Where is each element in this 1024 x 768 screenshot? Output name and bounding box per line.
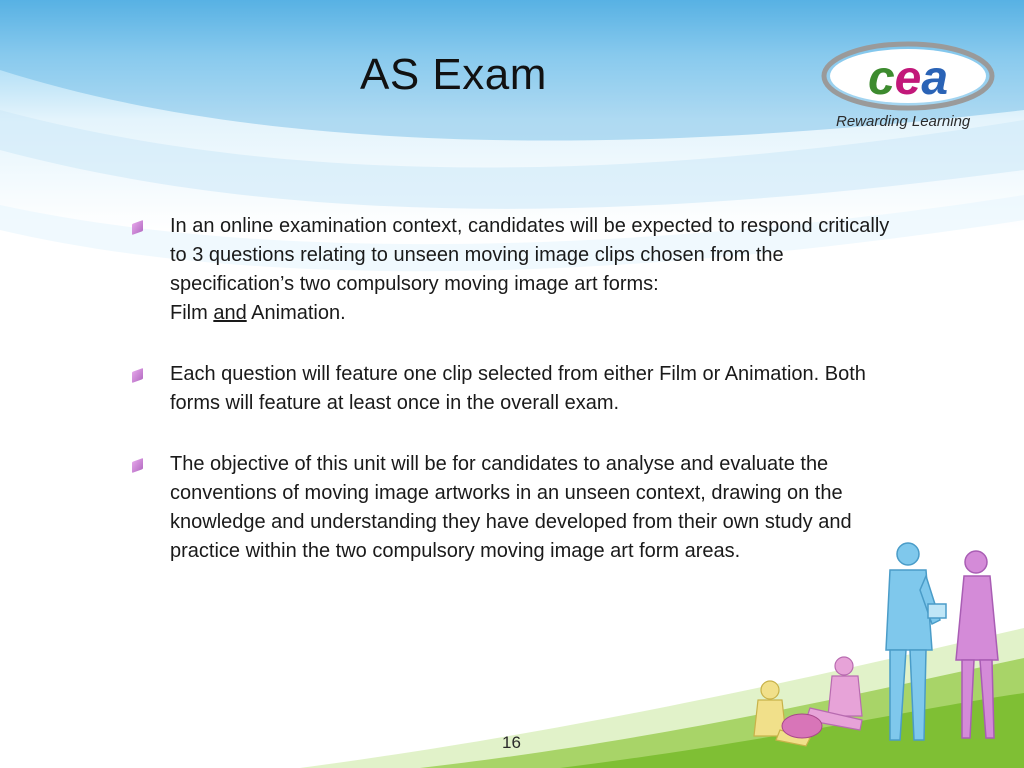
purple-square-bullet-icon bbox=[132, 220, 143, 235]
people-illustration-icon bbox=[740, 540, 1024, 768]
text-span: Film bbox=[170, 302, 214, 324]
logo-tagline: Rewarding Learning bbox=[836, 113, 971, 130]
svg-text:cea: cea bbox=[867, 52, 949, 105]
bullet-text-line2 bbox=[170, 299, 908, 328]
bullet-text: The objective of this unit will be for candidates to analyse and evaluate the conventions of moving image artworks in an unseen context, drawing on the knowledge and understanding they have developed from their own study and practice within the two compulsory moving image art form areas. bbox=[170, 453, 852, 562]
purple-square-bullet-icon bbox=[132, 458, 143, 473]
text-span: Animation. bbox=[246, 302, 346, 324]
bullet-text: In an online examination context, candidates will be expected to respond critically to 3 questions relating to unseen moving image clips chosen from the specification’s two compulsory moving image art forms: bbox=[170, 215, 890, 295]
purple-square-bullet-icon bbox=[132, 368, 143, 383]
bullet-text: Each question will feature one clip selected from either Film or Animation. Both forms will feature at least once in the overall exam. bbox=[170, 363, 866, 414]
page-title: AS Exam bbox=[360, 50, 547, 99]
underlined-word: and bbox=[213, 302, 247, 324]
page-number: 16 bbox=[502, 733, 521, 752]
list-item bbox=[128, 212, 908, 328]
list-item bbox=[128, 360, 908, 418]
